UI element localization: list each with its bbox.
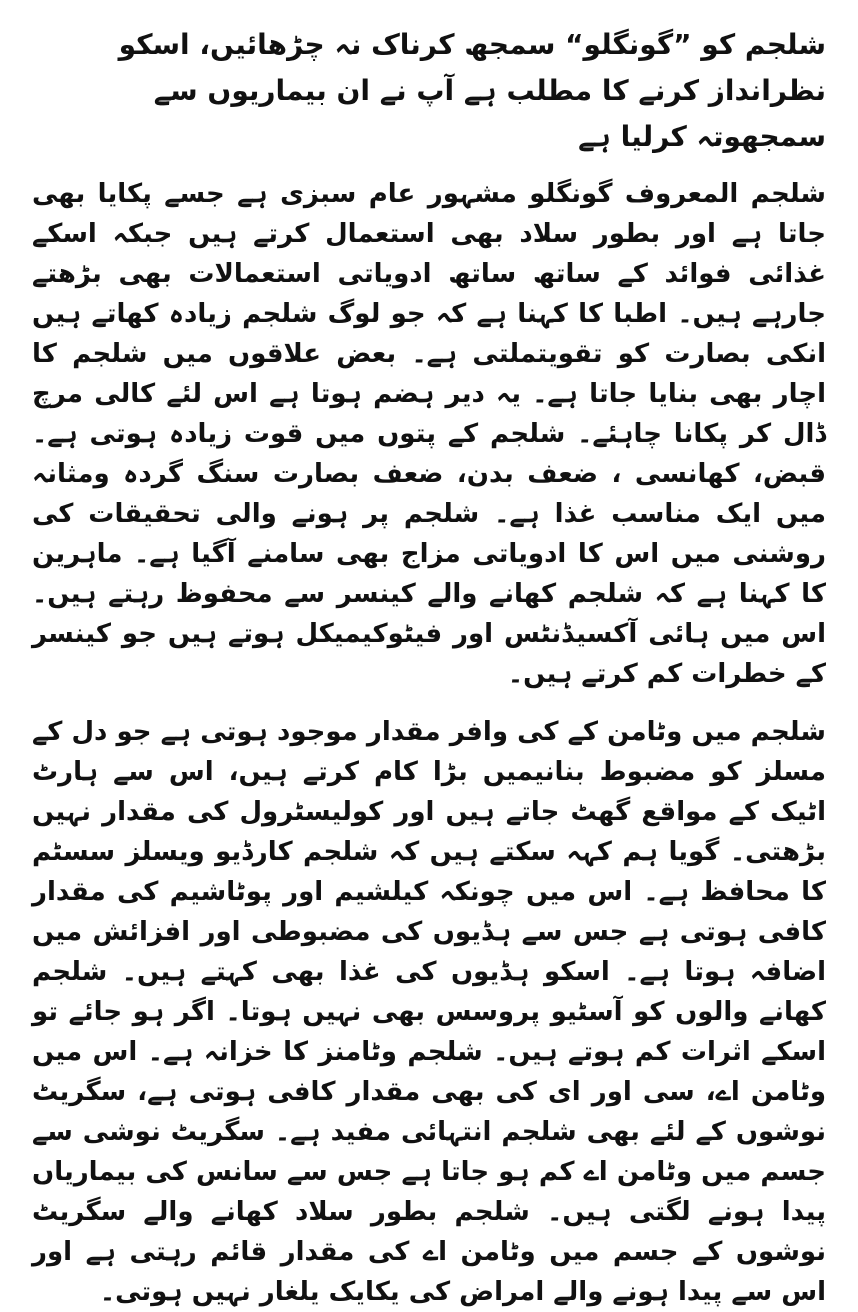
article-paragraph-2: شلجم میں وٹامن کے کی وافر مقدار موجود ہوتی ہے جو دل کے مسلز کو مضبوط بنانیمیں بڑا کام کرتے ہیں، اس سے ہارٹ اٹیک کے مواقع گھٹ جاتے ہیں اور کولیسٹرول کی مقدار نہیں بڑھتی۔ گویا ہم کہہ سکتے ہیں کہ شلجم کارڈیو ویسلز سسٹم کا محافظ ہے۔ اس میں چونکہ کیلشیم اور پوٹاشیم کی مقدار کافی ہوتی ہے جس سے ہڈیوں کی مضبوطی اور افزائش میں اضافہ ہوتا ہے۔ اسکو ہڈیوں کی غذا بھی کہتے ہیں۔ شلجم کھانے والوں کو آسٹیو پروسس بھی نہیں ہوتا۔ اگر ہو جائے تو اسکے اثرات کم ہوتے ہیں۔ شلجم وٹامنز کا خزانہ ہے۔ اس میں وٹامن اے، سی اور ای کی بھی مقدار کافی ہوتی ہے، سگریٹ نوشوں کے لئے بھی شلجم انتہائی مفید ہے۔ سگریٹ نوشی سے جسم میں وٹامن اے کم ہو جاتا ہے جس سے سانس کی بیماریاں پیدا ہونے لگتی ہیں۔ شلجم بطور سلاد کھانے والے سگریٹ نوشوں کے جسم میں وٹامن اے کی مقدار قائم رہتی ہے اور اس سے پیدا ہونے والے امراض کی یکایک یلغار نہیں ہوتی۔ [32, 717, 827, 1307]
article-title: شلجم کو ”گونگلو“ سمجھ کرناک نہ چڑھائیں، اسکو نظرانداز کرنے کا مطلب ہے آپ نے ان بیماریوں سے سمجھوتہ کرلیا ہے [118, 28, 826, 153]
article-paragraph-1: شلجم المعروف گونگلو مشہور عام سبزی ہے جسے پکایا بھی جاتا ہے اور بطور سلاد بھی استعمال کرتے ہیں جبکہ اسکے غذائی فوائد کے ساتھ ساتھ ادویاتی استعمالات بھی بڑھتے جارہے ہیں۔ اطبا کا کہنا ہے کہ جو لوگ شلجم زیادہ کھاتے ہیں انکی بصارت کو تقویتملتی ہے۔ بعض علاقوں میں شلجم کا اچار بھی بنایا جاتا ہے۔ یہ دیر ہضم ہوتا ہے اس لئے کالی مرچ ڈال کر پکانا چاہئے۔ شلجم کے پتوں میں قوت زیادہ ہوتی ہے۔ قبض، کھانسی ، ضعف بدن، ضعف بصارت سنگ گردہ ومثانہ میں ایک مناسب غذا ہے۔ شلجم پر ہونے والی تحقیقات کی روشنی میں اس کا ادویاتی مزاج بھی سامنے آگیا ہے۔ ماہرین کا کہنا ہے کہ شلجم کھانے والے کینسر سے محفوظ رہتے ہیں۔ اس میں ہائی آکسیڈنٹس اور فیٹوکیمیکل ہوتے ہیں جو کینسر کے خطرات کم کرتے ہیں۔ [32, 179, 826, 689]
